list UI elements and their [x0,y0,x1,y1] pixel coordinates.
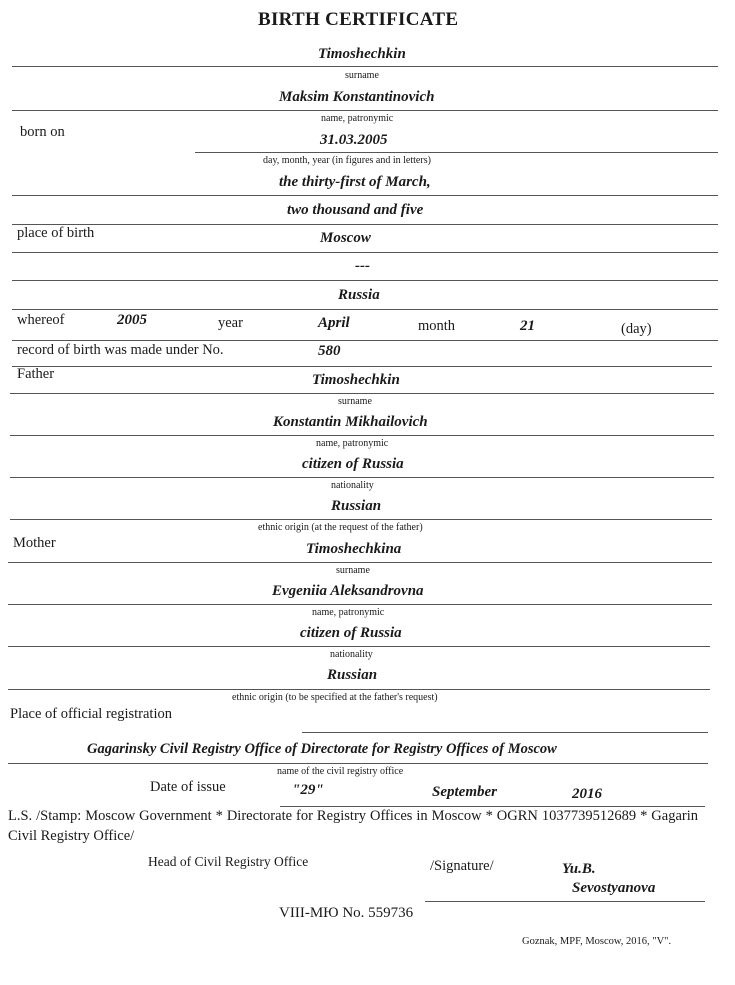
rule [8,763,708,764]
born-on-label: born on [20,124,65,140]
place-city: Moscow [320,230,371,246]
place-of-birth-label: place of birth [17,225,95,241]
rule [12,224,718,225]
rule [12,195,718,196]
mother-ethnic: Russian [327,667,378,683]
rule [8,604,712,605]
place-region: --- [355,258,370,274]
rule [425,901,705,902]
child-name-label: name, patronymic [321,113,394,124]
rule [10,477,714,478]
father-name-label: name, patronymic [316,438,389,449]
record-day: 21 [520,318,535,334]
rule [12,280,718,281]
rule [302,732,708,733]
place-country: Russia [338,287,380,303]
child-dob-words-1: the thirty-first of March, [279,174,431,190]
child-dob-label: day, month, year (in figures and in letters) [263,155,431,166]
rule [10,519,712,520]
rule [10,435,714,436]
mother-nationality: citizen of Russia [300,625,402,641]
mother-nationality-label: nationality [330,649,373,660]
child-surname: Timoshechkin [318,46,406,62]
father-label: Father [17,366,55,382]
head-name-initials: Yu.B. [562,861,596,877]
signature-text: /Signature/ [430,858,494,874]
stamp-text: L.S. /Stamp: Moscow Government * Directorate for Registry Offices in Moscow * OGRN 1037739512689 * Gagarin Civil Registry Office/ [8,808,698,844]
issue-month: September [432,784,497,800]
rule [8,689,710,690]
record-month: April [318,315,350,331]
issue-day: "29" [292,782,324,798]
child-surname-label: surname [345,70,379,81]
mother-name: Evgeniia Aleksandrovna [272,583,424,599]
mother-surname-label: surname [336,565,370,576]
mother-ethnic-label: ethnic origin (to be specified at the father's request) [232,692,438,703]
document-title: BIRTH CERTIFICATE [258,9,459,30]
father-surname-label: surname [338,396,372,407]
issue-year: 2016 [572,786,602,802]
rule [8,646,710,647]
registration-office-label: name of the civil registry office [277,766,404,777]
mother-surname: Timoshechkina [306,541,402,557]
mother-name-label: name, patronymic [312,607,385,618]
serial-number: VIII-МЮ No. 559736 [279,905,414,921]
child-name: Maksim Konstantinovich [279,89,435,105]
mother-label: Mother [13,535,56,551]
child-dob-words-2: two thousand and five [287,202,424,218]
rule [8,562,712,563]
father-nationality-label: nationality [331,480,374,491]
rule [12,309,718,310]
record-no: 580 [318,343,341,359]
rule [195,152,718,153]
printer-info: Goznak, MPF, Moscow, 2016, "V". [522,936,672,947]
date-of-issue-label: Date of issue [150,779,226,795]
child-dob-figures: 31.03.2005 [320,132,388,148]
father-nationality: citizen of Russia [302,456,404,472]
month-label: month [418,318,456,334]
rule [12,110,718,111]
whereof-label: whereof [17,312,65,328]
day-label: (day) [621,321,652,337]
rule [10,393,714,394]
rule [12,252,718,253]
year-label: year [218,315,243,331]
rule [12,366,712,367]
registration-office: Gagarinsky Civil Registry Office of Directorate for Registry Offices of Moscow [87,741,557,757]
father-ethnic-label: ethnic origin (at the request of the father) [258,522,423,533]
record-no-label: record of birth was made under No. [17,342,224,358]
rule [12,340,718,341]
rule [12,66,718,67]
record-year: 2005 [117,312,147,328]
registration-label: Place of official registration [10,706,172,722]
father-name: Konstantin Mikhailovich [273,414,428,430]
head-name-surname: Sevostyanova [572,880,656,896]
father-ethnic: Russian [331,498,382,514]
head-label: Head of Civil Registry Office [148,854,309,869]
father-surname: Timoshechkin [312,372,400,388]
